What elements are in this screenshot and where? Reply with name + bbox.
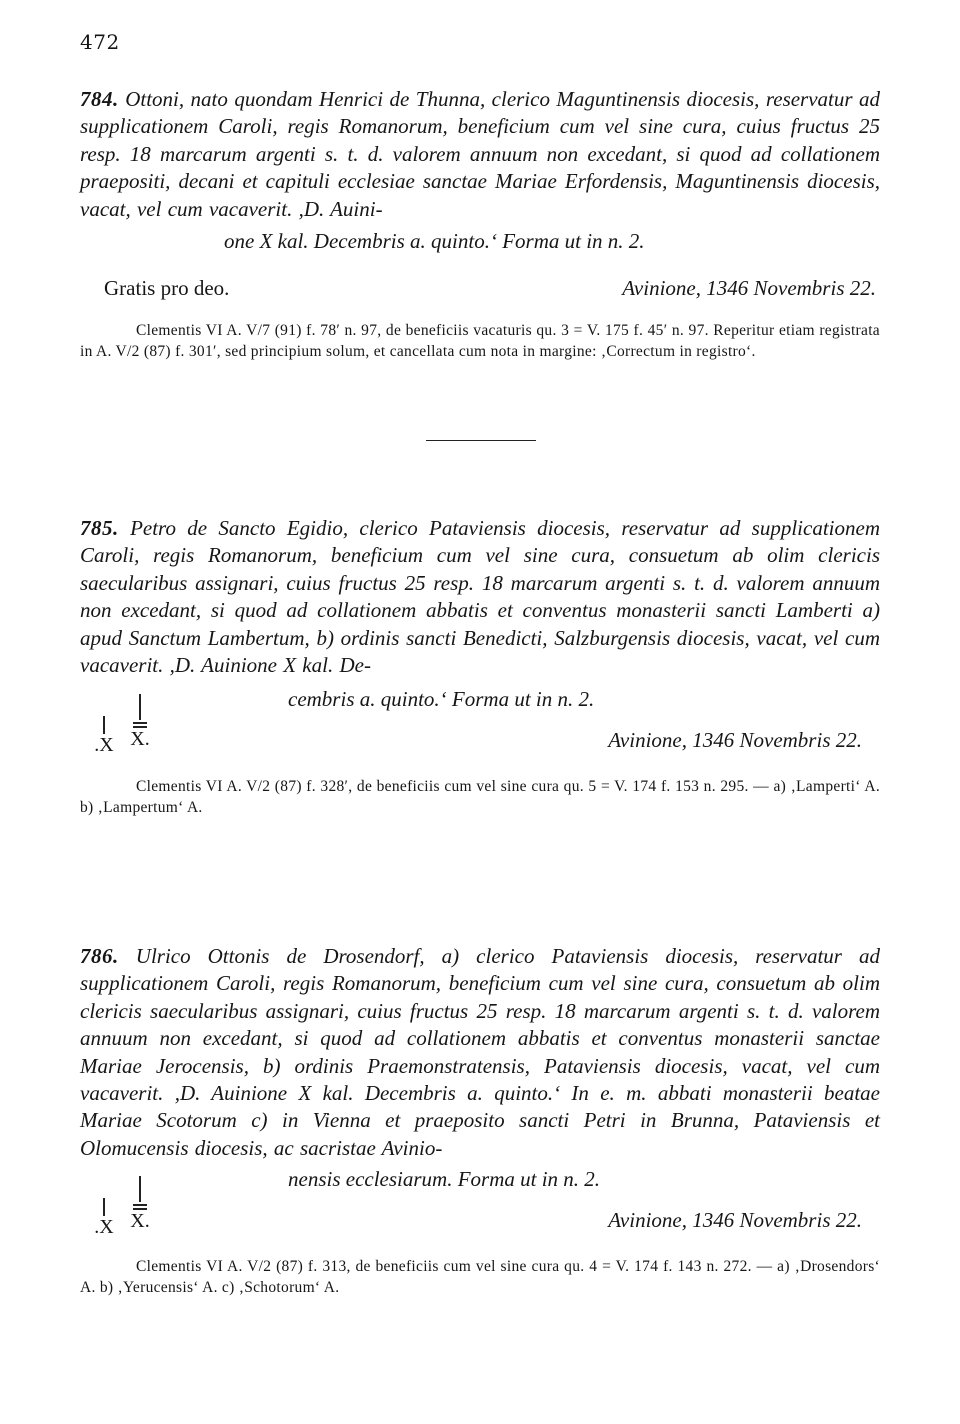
section-divider: [426, 440, 536, 441]
tax-mark-right: X.: [130, 1210, 150, 1232]
entry-number: 786.: [80, 944, 119, 968]
page-number: 472: [80, 30, 120, 54]
entry-body: Ulrico Ottonis de Drosendorf, a) clerico Pataviensis diocesis, reservatur ad supplicationem Caroli, regis Romanorum, beneficium cum vel sine cura, consuetum ab olim clericis saecularibus assignari, cuius fructus 25 resp. 18 marcarum argenti s. t. d. valorem annuum non excedant, si quod ad collationem abbatis et conventus monasterii sanctae Mariae Jerocensis, b) ordinis Praemonstratensis, Pataviensis diocesis, vacat, vel cum vacaverit. ,D. Auinione X kal. Decembris a. quinto.‘ In e. m. abbati monasterii beatae Mariae Scotorum c) in Vienna et praeposito sancti Petri in Brunna, Pataviensis et Olomucensis diocesis, ac sacristae Avinio-: [80, 944, 881, 1160]
entry-784-text: [80, 86, 880, 223]
entry-786-note: [80, 1256, 880, 1298]
tax-mark: [86, 1176, 166, 1246]
entry-785-tail: cembris a. quinto.‘ Forma ut in n. 2.: [288, 687, 595, 711]
entry-785-text: [80, 515, 880, 679]
tax-mark: [86, 694, 166, 764]
tax-double-bar: [133, 722, 147, 724]
tax-double-bar: [133, 1204, 147, 1206]
tax-mark-left: .X: [94, 734, 114, 756]
entry-786-text: [80, 943, 880, 1162]
footnote-text: Clementis VI A. V/2 (87) f. 328′, de beneficiis cum vel sine cura qu. 5 = V. 174 f. 153 n. 295. — a) ‚Lamperti‘ A. b) ‚Lampertum‘ A.: [80, 778, 880, 816]
tax-stroke: [139, 1176, 141, 1202]
entry-784-tail: one X kal. Decembris a. quinto.‘ Forma ut in n. 2.: [224, 229, 645, 253]
entry-body: Petro de Sancto Egidio, clerico Pataviensis diocesis, reservatur ad supplicationem Caroli, regis Romanorum, beneficium cum vel sine cura, consuetum ab olim clericis saecularibus assignari, cuius fructus 25 resp. 18 marcarum argenti s. t. d. valorem annuum non excedant, si quod ad collationem abbatis et conventus monasterii sancti Lamberti a) apud Sanctum Lambertum, b) ordinis sancti Benedicti, Salzburgensis diocesis, vacat, vel cum vacaverit. ,D. Auinione X kal. De-: [80, 516, 880, 678]
footnote-text: Clementis VI A. V/7 (91) f. 78′ n. 97, de beneficiis vacaturis qu. 3 = V. 175 f. 45′ n. 97. Reperitur etiam registrata in A. V/2 (87) f. 301′, sed principium solum, et cancellata cum nota in margine: ‚Correctum in registro‘.: [80, 322, 880, 360]
entry-number: 785.: [80, 516, 119, 540]
entry-785-note: [80, 776, 880, 818]
entry-785-dateline: Avinione, 1346 Novembris 22.: [608, 728, 862, 752]
entry-body: Ottoni, nato quondam Henrici de Thunna, clerico Maguntinensis diocesis, reservatur ad supplicationem Caroli, regis Romanorum, beneficium cum vel sine cura, cuius fructus 25 resp. 18 marcarum argenti s. t. d. valorem annuum non excedant, si quod ad collationem praepositi, decani et capituli ecclesiae sanctae Mariae Erfordensis, Maguntinensis diocesis, vacat, vel cum vacaverit. ,D. Auini-: [80, 87, 881, 221]
tax-stroke: [103, 716, 105, 734]
entry-784-note: [80, 320, 880, 362]
tax-mark-right: X.: [130, 728, 150, 750]
entry-784-dateline: Avinione, 1346 Novembris 22.: [622, 276, 876, 300]
tax-mark-left: .X: [94, 1216, 114, 1238]
tax-stroke: [139, 694, 141, 720]
entry-number: 784.: [80, 87, 119, 111]
entry-786-tail: nensis ecclesiarum. Forma ut in n. 2.: [288, 1167, 601, 1191]
tax-stroke: [103, 1198, 105, 1216]
entry-784-gratis: Gratis pro deo.: [104, 276, 230, 300]
footnote-text: Clementis VI A. V/2 (87) f. 313, de beneficiis cum vel sine cura qu. 4 = V. 174 f. 143 n. 272. — a) ‚Drosendors‘ A. b) ‚Yerucensis‘ A. c) ‚Schotorum‘ A.: [80, 1258, 880, 1296]
entry-786-dateline: Avinione, 1346 Novembris 22.: [608, 1208, 862, 1232]
